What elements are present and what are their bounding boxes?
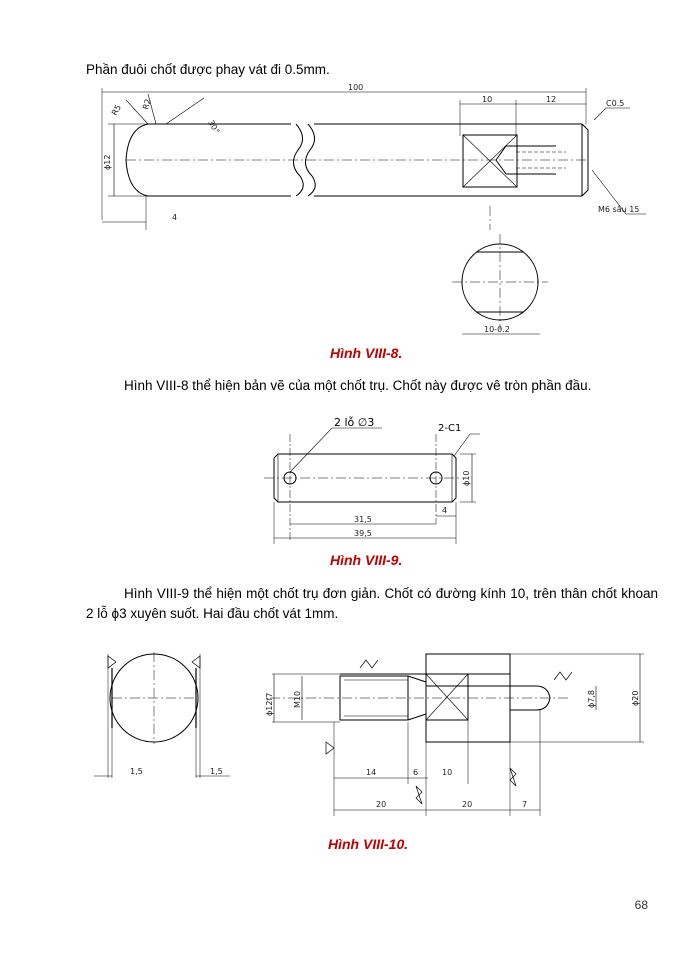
figure-viii-10 (90, 638, 650, 824)
dim-31-5: 31,5 (354, 515, 372, 524)
dim-1-5-right: 1,5 (210, 767, 223, 776)
dim-phi12f7: ϕ12f7 (265, 692, 274, 716)
paragraph-viii-9 (86, 584, 658, 624)
dim-m10: M10 (293, 690, 302, 708)
dim-r5: R5 (109, 103, 124, 117)
dim-10: 10 (442, 768, 453, 777)
dim-section: 10-0.2 (484, 325, 510, 334)
dim-39-5: 39,5 (354, 529, 372, 538)
figure-viii-9 (260, 414, 482, 550)
dim-7: 7 (522, 800, 528, 809)
page-number: 68 (634, 898, 648, 912)
dim-phi12: ϕ12 (103, 154, 112, 170)
dim-4: 4 (442, 506, 448, 515)
intro-text: Phần đuôi chốt được phay vát đi 0.5mm. (86, 62, 330, 77)
dim-10: 10 (482, 95, 493, 104)
dim-m6: M6 sâu 15 (598, 205, 640, 214)
dim-20-left: 20 (376, 800, 387, 809)
caption-viii-10: Hình VIII-10. (328, 836, 409, 852)
chamfer-label: 2-C1 (438, 423, 462, 434)
dim-6: 6 (413, 768, 419, 777)
dim-phi20: ϕ20 (631, 690, 640, 706)
caption-viii-8: Hình VIII-8. (330, 345, 403, 361)
dim-14: 14 (366, 768, 377, 777)
holes-label: 2 lỗ ∅3 (334, 416, 375, 429)
dim-phi7-8: ϕ7,8 (587, 690, 596, 708)
dim-30deg: 30° (206, 118, 222, 136)
figure-viii-8 (86, 80, 646, 342)
dim-r2: R2 (141, 97, 153, 111)
dim-12: 12 (546, 95, 557, 104)
dim-100: 100 (348, 83, 364, 92)
paragraph-viii-9-text: Hình VIII-9 thể hiện một chốt trụ đơn giản. Chốt có đường kính 10, trên thân chốt khoan 2 lỗ ϕ3 xuyên suốt. Hai đầu chốt vát 1mm. (86, 586, 658, 621)
dim-1-5-left: 1,5 (130, 767, 143, 776)
dim-phi10: ϕ10 (462, 470, 471, 486)
caption-viii-9: Hình VIII-9. (330, 552, 403, 568)
dim-c05: C0.5 (606, 99, 625, 108)
dim-20-right: 20 (462, 800, 473, 809)
paragraph-viii-8: Hình VIII-8 thể hiện bản vẽ của một chốt trụ. Chốt này được vê tròn phần đầu. (124, 378, 592, 393)
dim-4: 4 (172, 213, 178, 222)
